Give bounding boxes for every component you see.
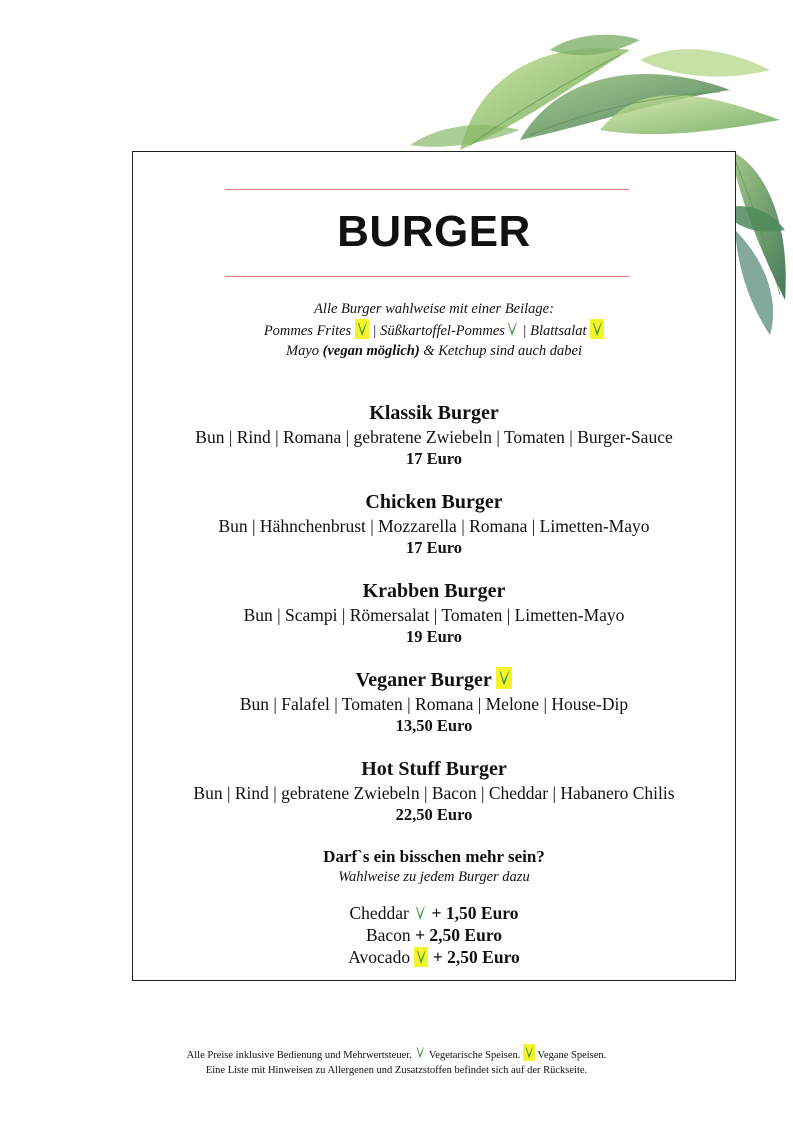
intro-line-1: Alle Burger wahlweise mit einer Beilage: bbox=[314, 301, 554, 317]
item-description: Bun | Rind | Romana | gebratene Zwiebeln | Tomaten | Burger-Sauce bbox=[195, 427, 673, 447]
intro-line-3 bbox=[133, 341, 735, 361]
menu-item bbox=[133, 578, 735, 667]
extras-heading: Darf`s ein bisschen mehr sein? bbox=[323, 847, 545, 866]
item-name: Hot Stuff Burger bbox=[361, 758, 507, 780]
extras-subheading: Wahlweise zu jedem Burger dazu bbox=[338, 869, 530, 885]
menu-item bbox=[133, 756, 735, 845]
addon-name: Cheddar bbox=[349, 903, 409, 923]
leaf-icon bbox=[505, 319, 519, 339]
item-description: Bun | Rind | gebratene Zwiebeln | Bacon | Cheddar | Habanero Chilis bbox=[193, 783, 675, 803]
side-blattsalat: | Blattsalat bbox=[522, 323, 587, 339]
item-description: Bun | Scampi | Römersalat | Tomaten | Limetten-Mayo bbox=[243, 605, 625, 625]
vegan-leaf-icon bbox=[355, 319, 369, 339]
item-description: Bun | Falafel | Tomaten | Romana | Melone | House-Dip bbox=[239, 694, 629, 714]
item-name: Klassik Burger bbox=[369, 402, 499, 424]
menu-item bbox=[133, 489, 735, 578]
addon-name: Avocado bbox=[348, 947, 411, 967]
footer-line-1 bbox=[0, 1044, 793, 1063]
addon-item bbox=[133, 902, 735, 924]
vegan-leaf-icon bbox=[496, 667, 512, 689]
menu-title: BURGER bbox=[337, 207, 531, 256]
item-name-row bbox=[133, 667, 735, 693]
leaf-icon bbox=[414, 1044, 426, 1061]
addon-item bbox=[133, 946, 735, 968]
title-bottom-rule bbox=[225, 276, 629, 277]
menu-item bbox=[133, 667, 735, 756]
footer-line-2: Eine Liste mit Hinweisen zu Allergenen und Zusatzstoffen befindet sich auf der Rückseite. bbox=[205, 1065, 588, 1076]
vegan-leaf-icon bbox=[590, 319, 604, 339]
footer-vegetarian-legend: Vegetarische Speisen. bbox=[428, 1050, 521, 1061]
intro-mayo: Mayo bbox=[286, 343, 320, 359]
addon-list bbox=[133, 902, 735, 968]
title-top-rule bbox=[225, 189, 629, 190]
intro-vegan-note: (vegan möglich) bbox=[322, 343, 420, 359]
addon-price: + 2,50 Euro bbox=[432, 947, 520, 967]
burger-list bbox=[133, 400, 735, 845]
footer-notes bbox=[0, 1044, 793, 1078]
item-name: Veganer Burger bbox=[355, 669, 492, 691]
menu-item bbox=[133, 400, 735, 489]
intro-line-2 bbox=[133, 319, 735, 341]
extras-section bbox=[133, 846, 735, 968]
item-price: 17 Euro bbox=[405, 538, 463, 557]
addon-price: + 2,50 Euro bbox=[415, 925, 503, 945]
item-price: 17 Euro bbox=[405, 449, 463, 468]
menu-card bbox=[132, 151, 736, 981]
addon-price: + 1,50 Euro bbox=[431, 903, 519, 923]
item-price: 13,50 Euro bbox=[395, 716, 473, 735]
item-name: Chicken Burger bbox=[365, 491, 503, 513]
footer-price-note: Alle Preise inklusive Bedienung und Mehrwertsteuer. bbox=[186, 1050, 412, 1061]
item-description: Bun | Hähnchenbrust | Mozzarella | Romana | Limetten-Mayo bbox=[218, 516, 650, 536]
leaf-icon bbox=[413, 903, 427, 923]
intro-ketchup: & Ketchup sind auch dabei bbox=[423, 343, 582, 359]
item-price: 22,50 Euro bbox=[395, 805, 473, 824]
vegan-leaf-icon bbox=[414, 947, 428, 967]
side-pommes: Pommes Frites bbox=[263, 323, 352, 339]
vegan-leaf-icon bbox=[523, 1044, 535, 1061]
side-suesskartoffel: | Süßkartoffel-Pommes bbox=[372, 323, 505, 339]
addon-item bbox=[133, 924, 735, 946]
item-price: 19 Euro bbox=[405, 627, 463, 646]
addon-name: Bacon bbox=[365, 925, 411, 945]
intro-text bbox=[133, 299, 735, 361]
footer-vegan-legend: Vegane Speisen. bbox=[537, 1050, 607, 1061]
item-name: Krabben Burger bbox=[362, 580, 506, 602]
